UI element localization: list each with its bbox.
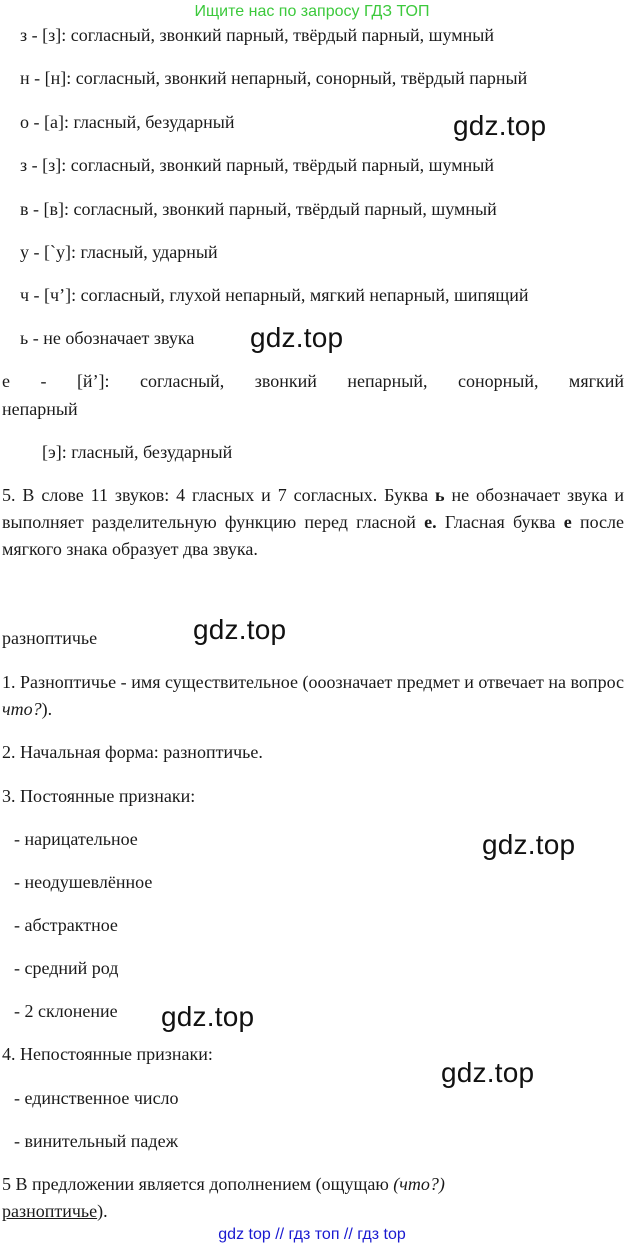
watermark-text: gdz.top	[250, 322, 344, 353]
phonetic-line-e: е - [й’]: согласный, звонкий непарный, сонорный, мягкий	[2, 371, 624, 391]
phonetic-line: ь - не обозначает звука	[20, 328, 195, 348]
phonetic-line-e-vowel: [э]: гласный, безударный	[42, 442, 233, 462]
morph-point-5: 5 В предложении является дополнением (ощущаю (что?) разноптичье).	[2, 1174, 445, 1221]
phonetic-line: о - [а]: гласный, безударный	[20, 112, 235, 132]
variable-feature-item: - винительный падеж	[14, 1131, 179, 1151]
watermark-text: gdz.top	[453, 110, 547, 141]
phonetic-line: з - [з]: согласный, звонкий парный, твёрдый парный, шумный	[20, 155, 494, 175]
constant-feature-item: - неодушевлённое	[14, 872, 153, 892]
watermark-text: gdz.top	[161, 1001, 255, 1032]
watermark-text: gdz.top	[441, 1057, 535, 1088]
phonetic-line-e-continued: непарный	[2, 399, 78, 419]
constant-feature-item: - абстрактное	[14, 915, 118, 935]
phonetic-line: ч - [ч’]: согласный, глухой непарный, мягкий непарный, шипящий	[20, 285, 529, 305]
analyzed-word: разноптичье	[2, 628, 98, 648]
constant-feature-item: - 2 склонение	[14, 1001, 118, 1021]
constant-feature-item: - средний род	[14, 958, 119, 978]
footer-links: gdz top // гдз топ // гдз top	[218, 1226, 406, 1243]
morph-point-4: 4. Непостоянные признаки:	[2, 1044, 213, 1064]
watermark-text: gdz.top	[482, 829, 576, 860]
phonetic-line: з - [з]: согласный, звонкий парный, твёрдый парный, шумный	[20, 25, 494, 45]
watermark-text: gdz.top	[193, 614, 287, 645]
constant-feature-item: - нарицательное	[14, 829, 138, 849]
phonetic-line: в - [в]: согласный, звонкий парный, твёрдый парный, шумный	[20, 199, 497, 219]
morph-point-1: 1. Разноптичье - имя существительное (ооозначает предмет и отвечает на вопрос что?).	[2, 672, 624, 719]
sound-summary-paragraph: 5. В слове 11 звуков: 4 гласных и 7 согласных. Буква ь не обозначает звука и выполняет разделительную функцию перед гласной е. Гласная буква е после мягкого знака образует два звука.	[2, 485, 624, 559]
phonetic-line: у - [`у]: гласный, ударный	[20, 242, 218, 262]
morph-point-2: 2. Начальная форма: разноптичье.	[2, 742, 263, 762]
phonetic-line: н - [н]: согласный, звонкий непарный, сонорный, твёрдый парный	[20, 68, 528, 88]
search-banner: Ищите нас по запросу ГДЗ ТОП	[194, 3, 430, 20]
morph-point-3: 3. Постоянные признаки:	[2, 786, 196, 806]
variable-feature-item: - единственное число	[14, 1088, 179, 1108]
